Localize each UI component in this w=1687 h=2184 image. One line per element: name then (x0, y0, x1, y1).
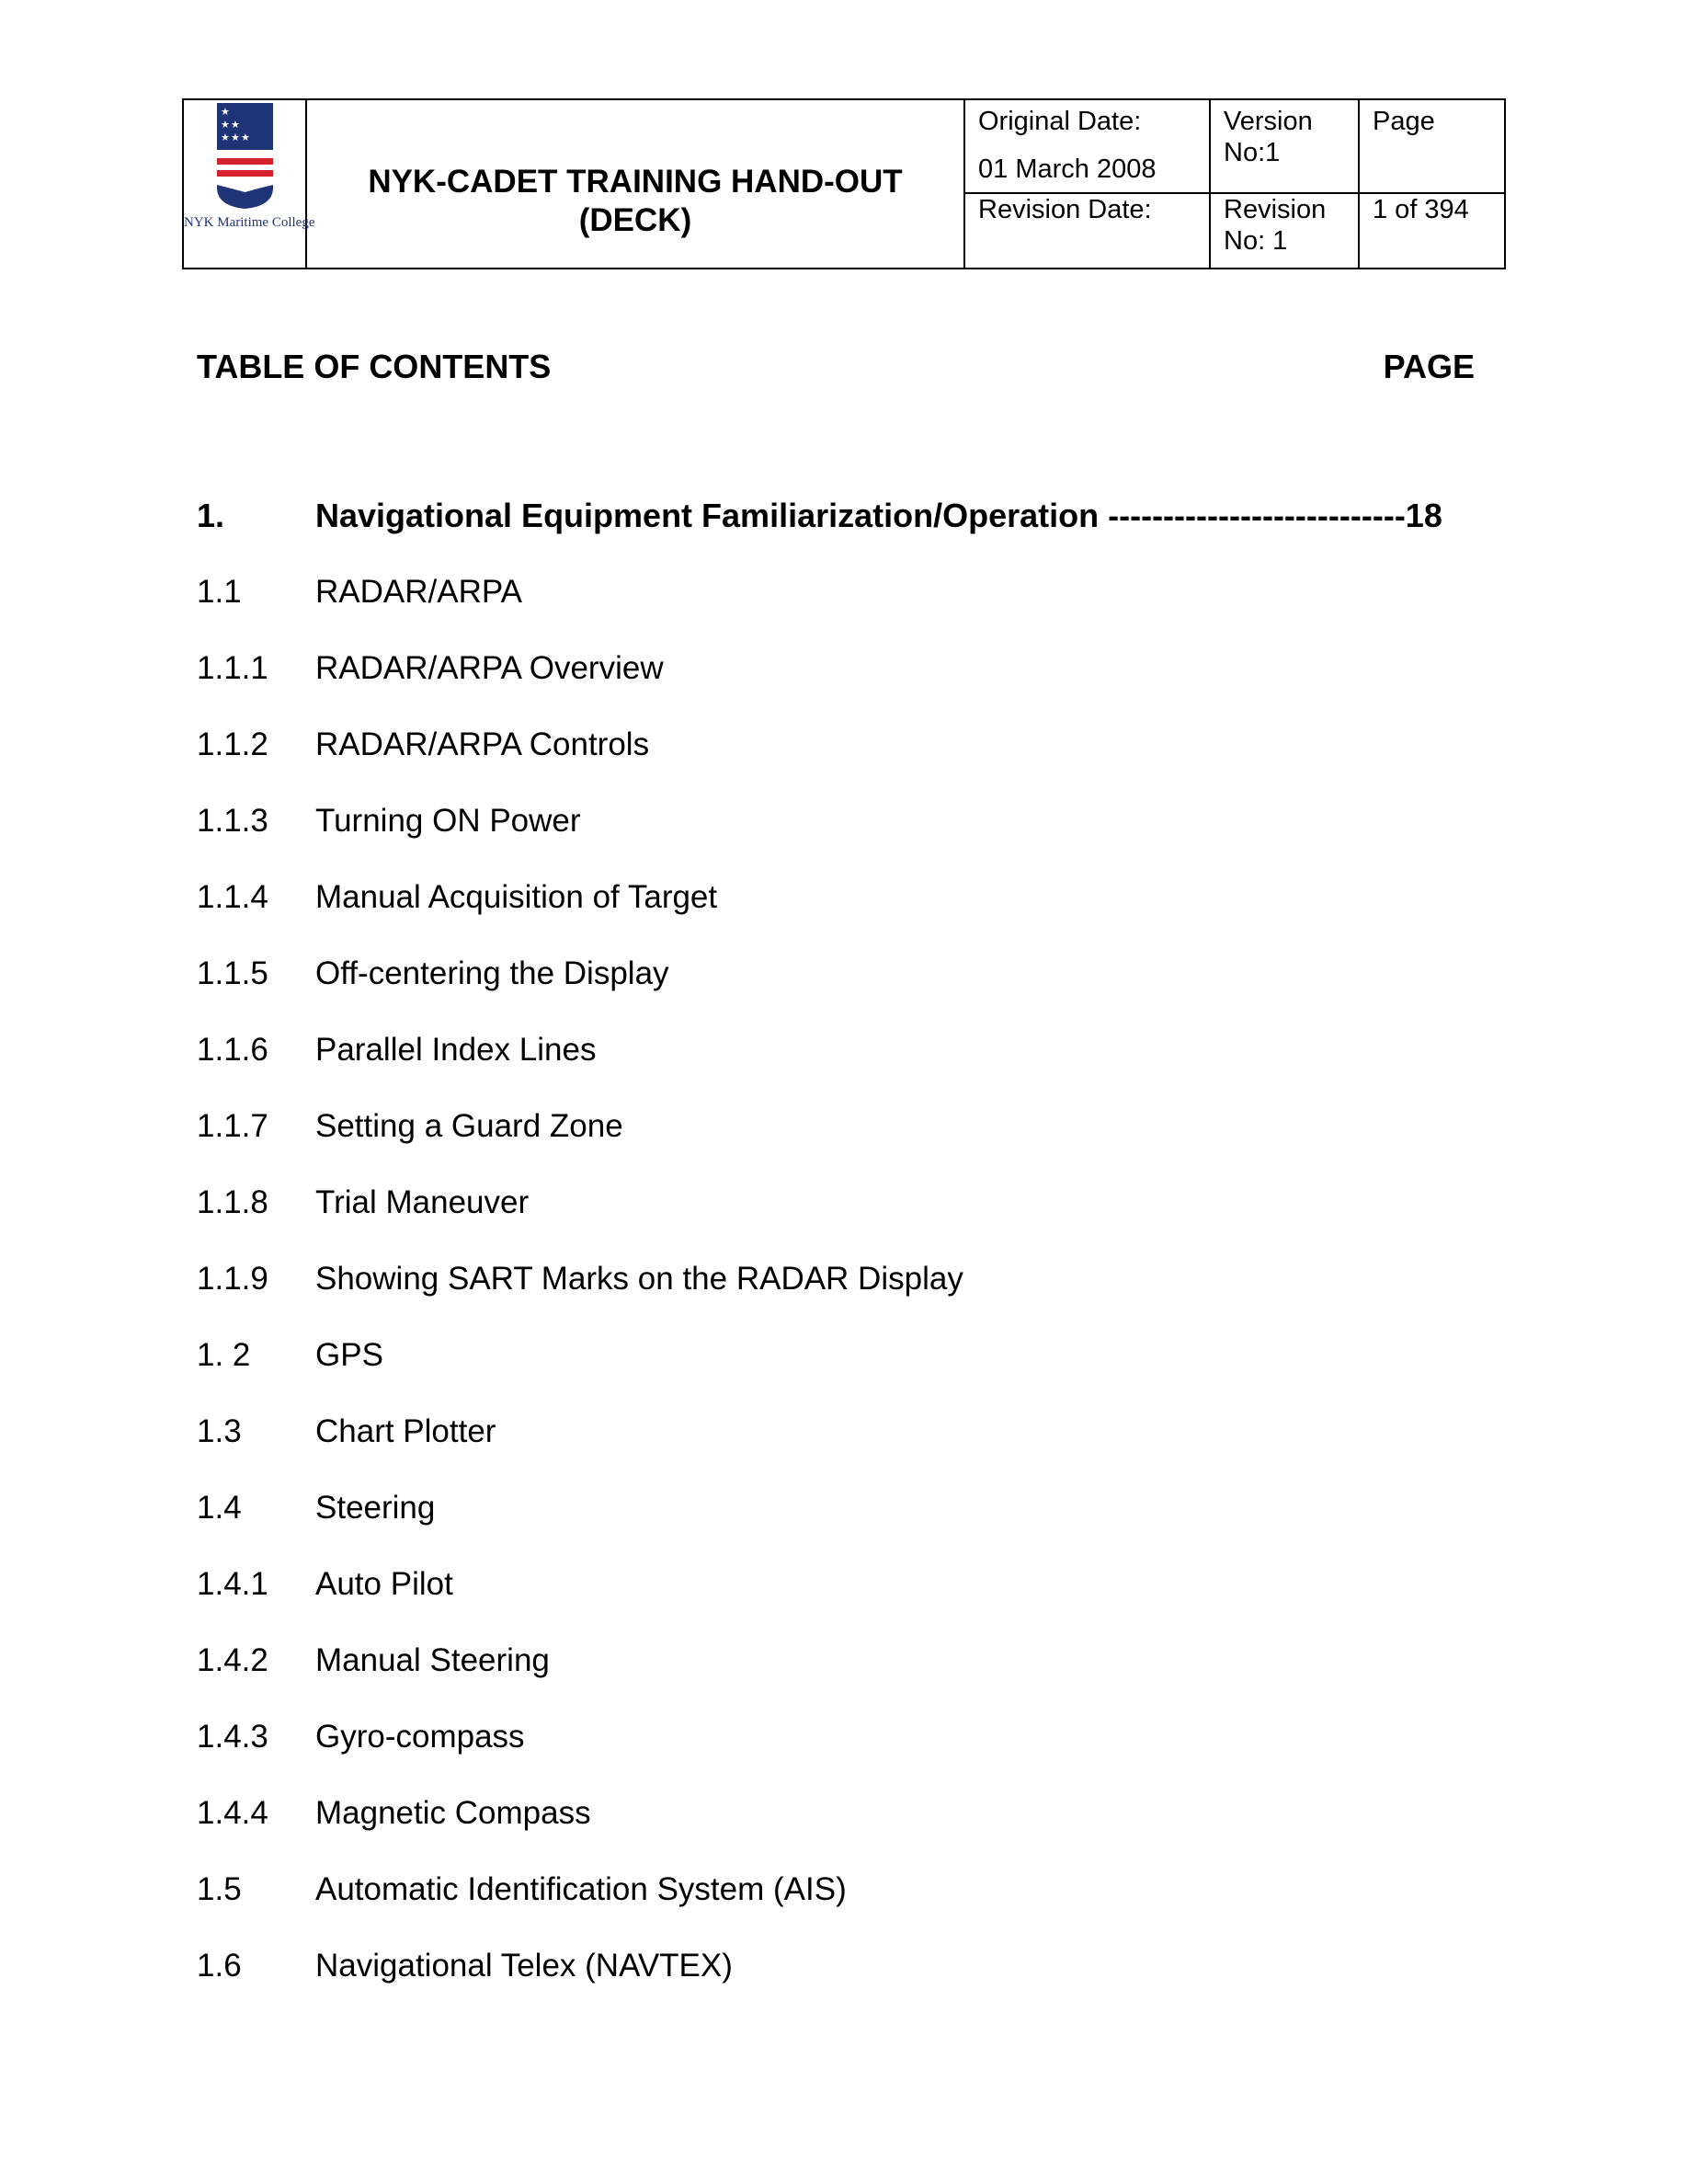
document-title-line2: (DECK) (578, 202, 692, 238)
toc-entry[interactable] (197, 726, 1484, 802)
toc-entry-title: Manual Acquisition of Target (315, 879, 718, 915)
toc-page-column-heading: PAGE (1383, 348, 1475, 385)
toc-entry-title: GPS (315, 1337, 383, 1373)
toc-list (197, 497, 1484, 2023)
toc-entry-title: Gyro-compass (315, 1719, 525, 1755)
toc-entry-number: 1.1.8 (197, 1184, 268, 1220)
page-label: Page (1373, 107, 1435, 136)
toc-entry-number: 1.1.4 (197, 879, 268, 915)
toc-entry-title: Parallel Index Lines (315, 1032, 597, 1068)
toc-entry[interactable] (197, 1565, 1484, 1641)
revision-value: No: 1 (1224, 226, 1288, 256)
toc-entry-number: 1. 2 (197, 1337, 251, 1373)
svg-text:★: ★ (231, 131, 240, 143)
original-date-value: 01 March 2008 (978, 154, 1157, 184)
toc-entry-title: RADAR/ARPA Overview (315, 650, 664, 686)
toc-entry-number: 1.4.2 (197, 1642, 268, 1678)
document-header-table (182, 98, 1506, 269)
toc-entry-title: Steering (315, 1490, 436, 1526)
document-title-line1: NYK-CADET TRAINING HAND-OUT (368, 164, 903, 200)
toc-entry-number: 1.4.4 (197, 1795, 268, 1831)
revision-label: Revision (1224, 195, 1327, 224)
page-value-cell (1359, 193, 1505, 269)
toc-entry[interactable] (197, 878, 1484, 955)
logo-caption: NYK Maritime College (184, 215, 315, 230)
toc-entry-title: Trial Maneuver (315, 1184, 530, 1220)
toc-entry-number: 1.1.7 (197, 1108, 268, 1144)
toc-entry[interactable] (197, 1870, 1484, 1947)
svg-text:★: ★ (221, 131, 230, 143)
toc-entry-number: 1.1.3 (197, 803, 268, 839)
toc-entry[interactable] (197, 802, 1484, 878)
toc-entry[interactable] (197, 1336, 1484, 1412)
toc-entry-number: 1.1.6 (197, 1032, 268, 1068)
page-label-cell (1359, 99, 1505, 193)
toc-entry[interactable] (197, 1260, 1484, 1336)
toc-entry-title: Chart Plotter (315, 1413, 496, 1449)
toc-entry[interactable] (197, 1489, 1484, 1565)
toc-entry-title: Setting a Guard Zone (315, 1108, 623, 1144)
toc-entry-title: Magnetic Compass (315, 1795, 591, 1831)
toc-entry-number: 1.4.1 (197, 1566, 268, 1602)
toc-entry-title: Navigational Telex (NAVTEX) (315, 1948, 733, 1984)
toc-entry-number: 1.5 (197, 1871, 242, 1907)
document-title-cell (306, 99, 964, 269)
toc-entry-number: 1.3 (197, 1413, 242, 1449)
toc-entry[interactable] (197, 1641, 1484, 1718)
toc-heading: TABLE OF CONTENTS (197, 348, 552, 385)
toc-entry-number: 1.1.9 (197, 1261, 268, 1297)
toc-entry-title: Manual Steering (315, 1642, 550, 1678)
nyk-maritime-college-logo (184, 100, 315, 269)
toc-entry-number: 1.4 (197, 1490, 242, 1526)
toc-entry[interactable] (197, 1412, 1484, 1489)
version-cell (1210, 99, 1359, 193)
toc-entry-number: 1.1.2 (197, 726, 268, 762)
toc-entry[interactable] (197, 497, 1484, 573)
toc-entry-title: RADAR/ARPA (315, 574, 522, 610)
toc-entry-number: 1.4.3 (197, 1719, 268, 1755)
toc-entry[interactable] (197, 1031, 1484, 1107)
version-value: No:1 (1224, 138, 1281, 167)
toc-entry[interactable] (197, 649, 1484, 726)
toc-entry-title: Off-centering the Display (315, 955, 669, 991)
svg-text:★: ★ (221, 106, 230, 118)
toc-entry-number: 1.6 (197, 1948, 242, 1984)
toc-entry[interactable] (197, 1718, 1484, 1794)
logo-cell (183, 99, 315, 269)
toc-entry-number: 1.1.5 (197, 955, 268, 991)
toc-entry-title: Automatic Identification System (AIS) (315, 1871, 847, 1907)
revision-cell (1210, 193, 1359, 269)
toc-heading-row (197, 348, 1475, 386)
svg-text:★: ★ (241, 131, 250, 143)
toc-entry[interactable] (197, 1107, 1484, 1183)
svg-text:★: ★ (231, 119, 240, 131)
original-date-label: Original Date: (978, 107, 1142, 136)
toc-entry-title: Navigational Equipment Familiarization/Operation ---------------------------18 (315, 497, 1442, 534)
toc-entry-title: Turning ON Power (315, 803, 581, 839)
revision-date-label: Revision Date: (978, 195, 1152, 224)
page-value: 1 of 394 (1373, 195, 1469, 224)
svg-text:★: ★ (221, 119, 230, 131)
toc-entry[interactable] (197, 1947, 1484, 2023)
toc-entry-title: Showing SART Marks on the RADAR Display (315, 1261, 963, 1297)
toc-entry-title: RADAR/ARPA Controls (315, 726, 650, 762)
toc-entry[interactable] (197, 1183, 1484, 1260)
toc-entry[interactable] (197, 573, 1484, 649)
toc-entry[interactable] (197, 1794, 1484, 1870)
document-title (307, 128, 963, 240)
version-label: Version (1224, 107, 1313, 136)
toc-entry[interactable] (197, 955, 1484, 1031)
toc-entry-number: 1.1.1 (197, 650, 268, 686)
toc-entry-number: 1.1 (197, 574, 242, 610)
revision-date-cell (964, 193, 1210, 269)
toc-entry-title: Auto Pilot (315, 1566, 453, 1602)
original-date-cell (964, 99, 1210, 193)
toc-entry-number: 1. (197, 497, 225, 534)
